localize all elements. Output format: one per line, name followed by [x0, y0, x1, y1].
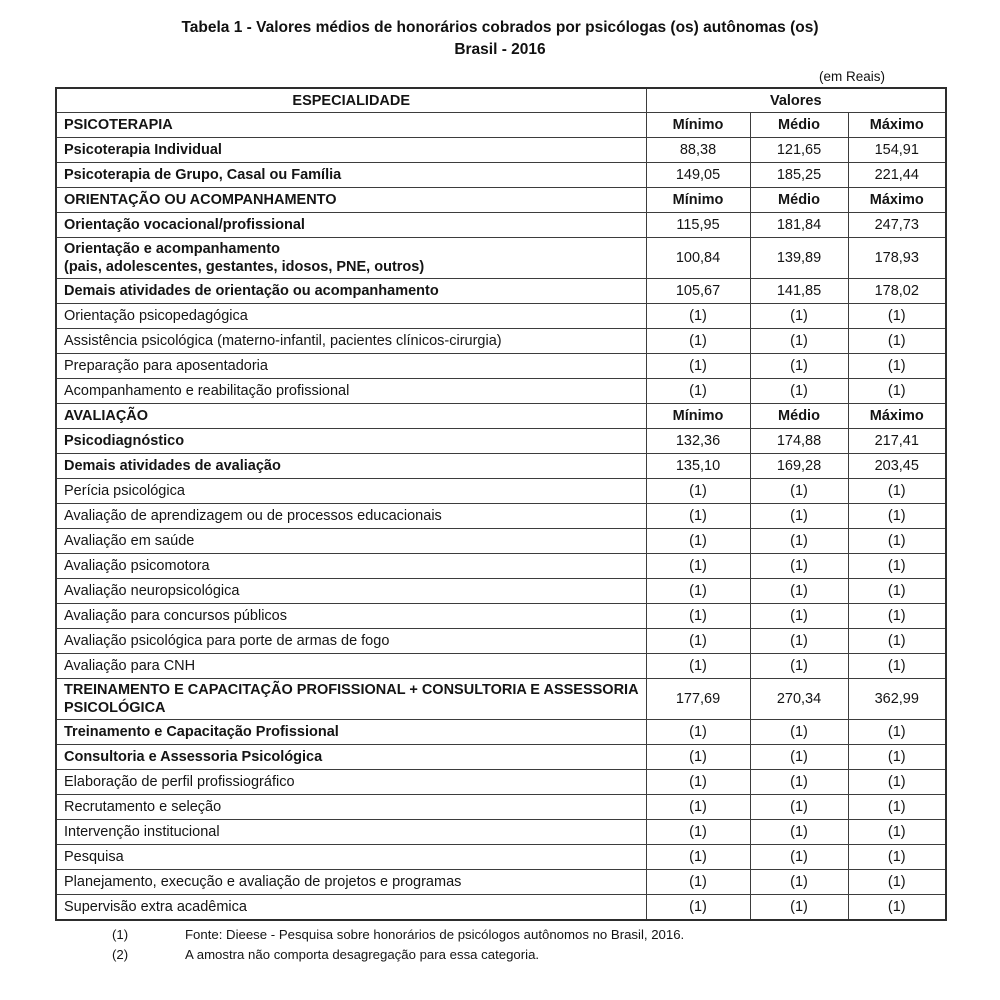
cell-maximo: (1) [848, 895, 946, 920]
table-row [56, 554, 946, 579]
cell-especialidade: Consultoria e Assessoria Psicológica [56, 745, 646, 770]
cell-minimo: (1) [646, 870, 750, 895]
table-body [56, 112, 946, 920]
cell-medio: (1) [750, 629, 848, 654]
cell-especialidade: Avaliação psicológica para porte de armas de fogo [56, 629, 646, 654]
cell-especialidade: Avaliação para CNH [56, 654, 646, 679]
cell-minimo: (1) [646, 895, 750, 920]
cell-medio: (1) [750, 529, 848, 554]
cell-medio: (1) [750, 354, 848, 379]
table-header-row [56, 88, 946, 112]
cell-maximo: Máximo [848, 404, 946, 429]
cell-maximo: (1) [848, 304, 946, 329]
cell-maximo: (1) [848, 795, 946, 820]
cell-maximo: 217,41 [848, 429, 946, 454]
footnote-text: A amostra não comporta desagregação para essa categoria. [185, 947, 540, 963]
cell-minimo: (1) [646, 379, 750, 404]
table-row [56, 479, 946, 504]
cell-especialidade: ORIENTAÇÃO OU ACOMPANHAMENTO [56, 187, 646, 212]
cell-medio: (1) [750, 745, 848, 770]
cell-medio: (1) [750, 379, 848, 404]
table-row [56, 212, 946, 237]
cell-medio: (1) [750, 845, 848, 870]
cell-especialidade: Acompanhamento e reabilitação profissional [56, 379, 646, 404]
cell-maximo: (1) [848, 870, 946, 895]
cell-medio: 185,25 [750, 162, 848, 187]
cell-medio: 169,28 [750, 454, 848, 479]
cell-maximo: Máximo [848, 187, 946, 212]
cell-especialidade: Orientação vocacional/profissional [56, 212, 646, 237]
cell-minimo: (1) [646, 629, 750, 654]
cell-minimo: (1) [646, 529, 750, 554]
table-row [56, 137, 946, 162]
cell-maximo: (1) [848, 479, 946, 504]
table-row [56, 795, 946, 820]
cell-maximo: 221,44 [848, 162, 946, 187]
cell-minimo: (1) [646, 354, 750, 379]
cell-especialidade: Orientação e acompanhamento (pais, adolescentes, gestantes, idosos, PNE, outros) [56, 237, 646, 278]
table-row [56, 112, 946, 137]
cell-maximo: (1) [848, 845, 946, 870]
column-header-valores: Valores [646, 88, 946, 112]
cell-medio: (1) [750, 895, 848, 920]
cell-minimo: (1) [646, 820, 750, 845]
column-header-especialidade: ESPECIALIDADE [56, 88, 646, 112]
cell-especialidade: Psicoterapia Individual [56, 137, 646, 162]
cell-maximo: 362,99 [848, 679, 946, 720]
cell-especialidade: Avaliação de aprendizagem ou de processos educacionais [56, 504, 646, 529]
table-title-line2: Brasil - 2016 [454, 40, 546, 58]
cell-especialidade: Preparação para aposentadoria [56, 354, 646, 379]
cell-especialidade: Supervisão extra acadêmica [56, 895, 646, 920]
cell-minimo: 177,69 [646, 679, 750, 720]
cell-medio: 121,65 [750, 137, 848, 162]
cell-minimo: (1) [646, 770, 750, 795]
table-row [56, 304, 946, 329]
table-row [56, 504, 946, 529]
footnote-text: Fonte: Dieese - Pesquisa sobre honorários de psicólogos autônomos no Brasil, 2016. [185, 926, 685, 942]
cell-medio: Médio [750, 187, 848, 212]
cell-minimo: (1) [646, 304, 750, 329]
cell-especialidade: Perícia psicológica [56, 479, 646, 504]
cell-maximo: (1) [848, 554, 946, 579]
cell-minimo: 115,95 [646, 212, 750, 237]
cell-medio: (1) [750, 554, 848, 579]
cell-minimo: 88,38 [646, 137, 750, 162]
cell-maximo: 154,91 [848, 137, 946, 162]
cell-maximo: (1) [848, 745, 946, 770]
table-title [0, 0, 1000, 60]
cell-especialidade: Avaliação em saúde [56, 529, 646, 554]
cell-maximo: 247,73 [848, 212, 946, 237]
cell-medio: (1) [750, 820, 848, 845]
table-row [56, 379, 946, 404]
cell-medio: Médio [750, 112, 848, 137]
cell-medio: (1) [750, 604, 848, 629]
cell-especialidade: Treinamento e Capacitação Profissional [56, 720, 646, 745]
cell-medio: 139,89 [750, 237, 848, 278]
cell-medio: (1) [750, 654, 848, 679]
cell-medio: (1) [750, 579, 848, 604]
table-row [56, 429, 946, 454]
cell-maximo: Máximo [848, 112, 946, 137]
footnote-line [112, 925, 1000, 945]
table-row [56, 162, 946, 187]
fees-table [55, 87, 947, 921]
footnote-line [112, 945, 1000, 965]
table-row [56, 845, 946, 870]
table-row [56, 745, 946, 770]
table-row [56, 329, 946, 354]
cell-minimo: (1) [646, 329, 750, 354]
cell-especialidade: Planejamento, execução e avaliação de projetos e programas [56, 870, 646, 895]
cell-medio: (1) [750, 770, 848, 795]
cell-minimo: (1) [646, 604, 750, 629]
table-row [56, 354, 946, 379]
cell-especialidade: Psicoterapia de Grupo, Casal ou Família [56, 162, 646, 187]
cell-maximo: (1) [848, 354, 946, 379]
cell-minimo: (1) [646, 845, 750, 870]
cell-minimo: (1) [646, 795, 750, 820]
unit-label: (em Reais) [818, 69, 885, 85]
cell-especialidade: Avaliação psicomotora [56, 554, 646, 579]
cell-medio: 174,88 [750, 429, 848, 454]
table-row [56, 629, 946, 654]
cell-especialidade: Demais atividades de orientação ou acompanhamento [56, 279, 646, 304]
cell-maximo: (1) [848, 504, 946, 529]
table-row [56, 279, 946, 304]
table-row [56, 679, 946, 720]
cell-minimo: (1) [646, 654, 750, 679]
cell-maximo: (1) [848, 579, 946, 604]
cell-medio: (1) [750, 720, 848, 745]
cell-maximo: (1) [848, 770, 946, 795]
table-row [56, 187, 946, 212]
footnotes [112, 925, 1000, 966]
cell-minimo: 132,36 [646, 429, 750, 454]
table-row [56, 770, 946, 795]
table-row [56, 895, 946, 920]
cell-medio: (1) [750, 329, 848, 354]
cell-minimo: (1) [646, 720, 750, 745]
table-row [56, 404, 946, 429]
cell-especialidade: Orientação psicopedagógica [56, 304, 646, 329]
table-row [56, 529, 946, 554]
cell-minimo: Mínimo [646, 112, 750, 137]
cell-medio: (1) [750, 304, 848, 329]
cell-minimo: (1) [646, 745, 750, 770]
cell-maximo: (1) [848, 529, 946, 554]
table-row [56, 870, 946, 895]
cell-especialidade: AVALIAÇÃO [56, 404, 646, 429]
table-row [56, 237, 946, 278]
cell-minimo: 105,67 [646, 279, 750, 304]
cell-medio: (1) [750, 870, 848, 895]
table-row [56, 454, 946, 479]
cell-medio: (1) [750, 795, 848, 820]
cell-medio: (1) [750, 479, 848, 504]
cell-minimo: (1) [646, 479, 750, 504]
cell-medio: 270,34 [750, 679, 848, 720]
cell-medio: (1) [750, 504, 848, 529]
cell-maximo: 178,02 [848, 279, 946, 304]
cell-medio: 141,85 [750, 279, 848, 304]
table-row [56, 654, 946, 679]
cell-especialidade: Demais atividades de avaliação [56, 454, 646, 479]
cell-medio: Médio [750, 404, 848, 429]
cell-minimo: Mínimo [646, 404, 750, 429]
cell-maximo: (1) [848, 329, 946, 354]
cell-maximo: (1) [848, 379, 946, 404]
table-title-line1: Tabela 1 - Valores médios de honorários cobrados por psicólogas (os) autônomas (os) [181, 19, 819, 36]
cell-especialidade: Recrutamento e seleção [56, 795, 646, 820]
cell-medio: 181,84 [750, 212, 848, 237]
cell-especialidade: Intervenção institucional [56, 820, 646, 845]
cell-especialidade: Avaliação neuropsicológica [56, 579, 646, 604]
cell-especialidade: Assistência psicológica (materno-infantil, pacientes clínicos-cirurgia) [56, 329, 646, 354]
cell-especialidade: PSICOTERAPIA [56, 112, 646, 137]
cell-maximo: 178,93 [848, 237, 946, 278]
cell-maximo: (1) [848, 629, 946, 654]
cell-minimo: (1) [646, 554, 750, 579]
cell-maximo: (1) [848, 720, 946, 745]
cell-maximo: 203,45 [848, 454, 946, 479]
table-row [56, 720, 946, 745]
table-row [56, 579, 946, 604]
table-row [56, 820, 946, 845]
cell-minimo: 100,84 [646, 237, 750, 278]
cell-especialidade: TREINAMENTO E CAPACITAÇÃO PROFISSIONAL + CONSULTORIA E ASSESSORIA PSICOLÓGICA [56, 679, 646, 720]
cell-minimo: (1) [646, 579, 750, 604]
table-row [56, 604, 946, 629]
cell-minimo: 149,05 [646, 162, 750, 187]
cell-especialidade: Pesquisa [56, 845, 646, 870]
footnote-marker: (2) [112, 947, 129, 963]
cell-maximo: (1) [848, 654, 946, 679]
cell-maximo: (1) [848, 820, 946, 845]
cell-especialidade: Avaliação para concursos públicos [56, 604, 646, 629]
footnote-marker: (1) [112, 926, 129, 942]
cell-maximo: (1) [848, 604, 946, 629]
cell-minimo: Mínimo [646, 187, 750, 212]
cell-especialidade: Elaboração de perfil profissiográfico [56, 770, 646, 795]
cell-especialidade: Psicodiagnóstico [56, 429, 646, 454]
cell-minimo: (1) [646, 504, 750, 529]
cell-minimo: 135,10 [646, 454, 750, 479]
